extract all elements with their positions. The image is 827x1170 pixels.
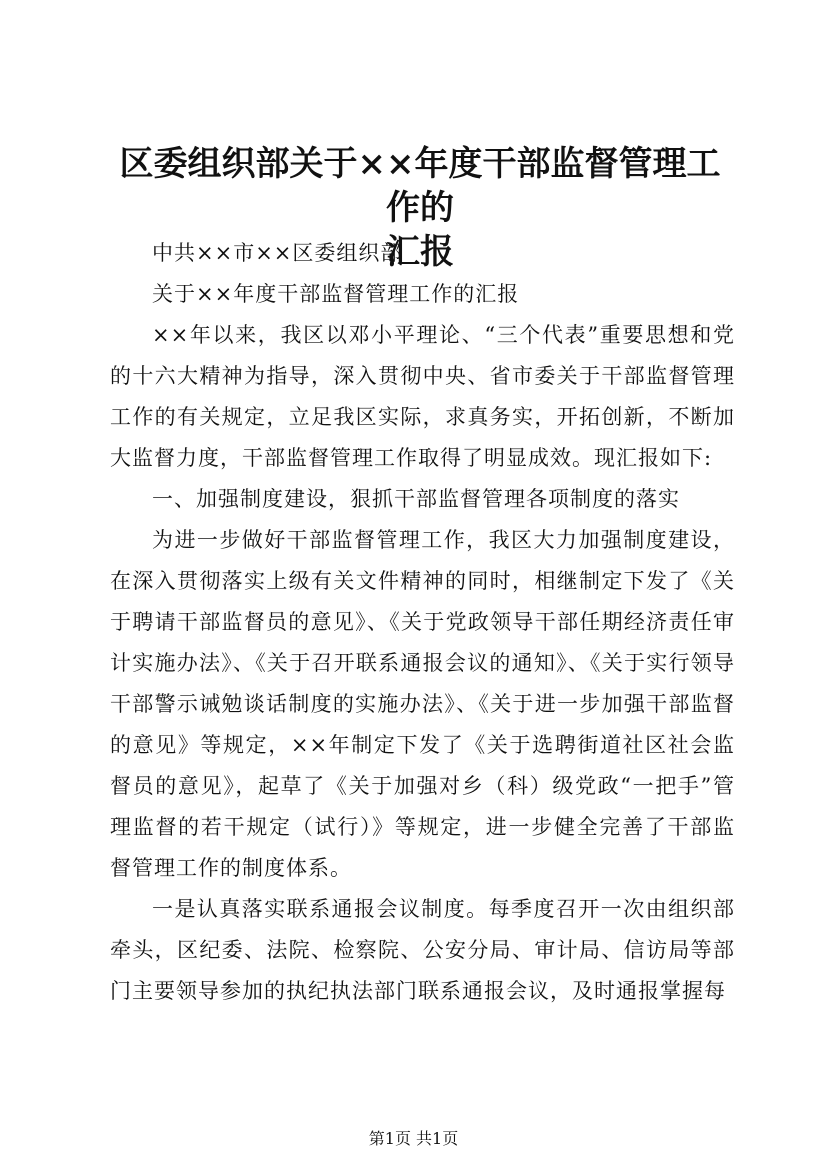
subtitle-line: 关于××年度干部监督管理工作的汇报	[152, 282, 520, 306]
title-line-1: 区委组织部关于××年度干部监督管理工作的	[119, 144, 721, 228]
document-body	[110, 233, 735, 1012]
title-line-2: 汇报	[386, 232, 454, 272]
body-paragraph-intro: ××年以来，我区以邓小平理论、“三个代表”重要思想和党的十六大精神为指导，深入贯彻中央、省市委关于干部监督管理工作的有关规定，立足我区实际，求真务实，开拓创新，不断加大监督力度，干部监督管理工作取得了明显成效。现汇报如下:	[110, 323, 735, 470]
issuer-line: 中共××市××区委组织部	[152, 241, 403, 265]
body-paragraph-system: 为进一步做好干部监督管理工作，我区大力加强制度建设，在深入贯彻落实上级有关文件精神的同时，相继制定下发了《关于聘请干部监督员的意见》、《关于党政领导干部任期经济责任审计实施办法》、《关于召开联系通报会议的通知》、《关于实行领导干部警示诫勉谈话制度的实施办法》、《关于进一步加强干部监督的意见》等规定，××年制定下发了《关于选聘街道社区社会监督员的意见》，起草了《关于加强对乡（科）级党政“一把手”管理监督的若干规定（试行）》等规定，进一步健全完善了干部监督管理工作的制度体系。	[110, 528, 735, 880]
section-heading-1: 一、加强制度建设，狠抓干部监督管理各项制度的落实	[152, 487, 680, 511]
body-paragraph-meeting: 一是认真落实联系通报会议制度。每季度召开一次由组织部牵头，区纪委、法院、检察院、公安分局、审计局、信访局等部门主要领导参加的执纪执法部门联系通报会议，及时通报掌握每	[110, 897, 735, 1003]
page-footer: 第1页 共1页	[368, 1129, 459, 1148]
